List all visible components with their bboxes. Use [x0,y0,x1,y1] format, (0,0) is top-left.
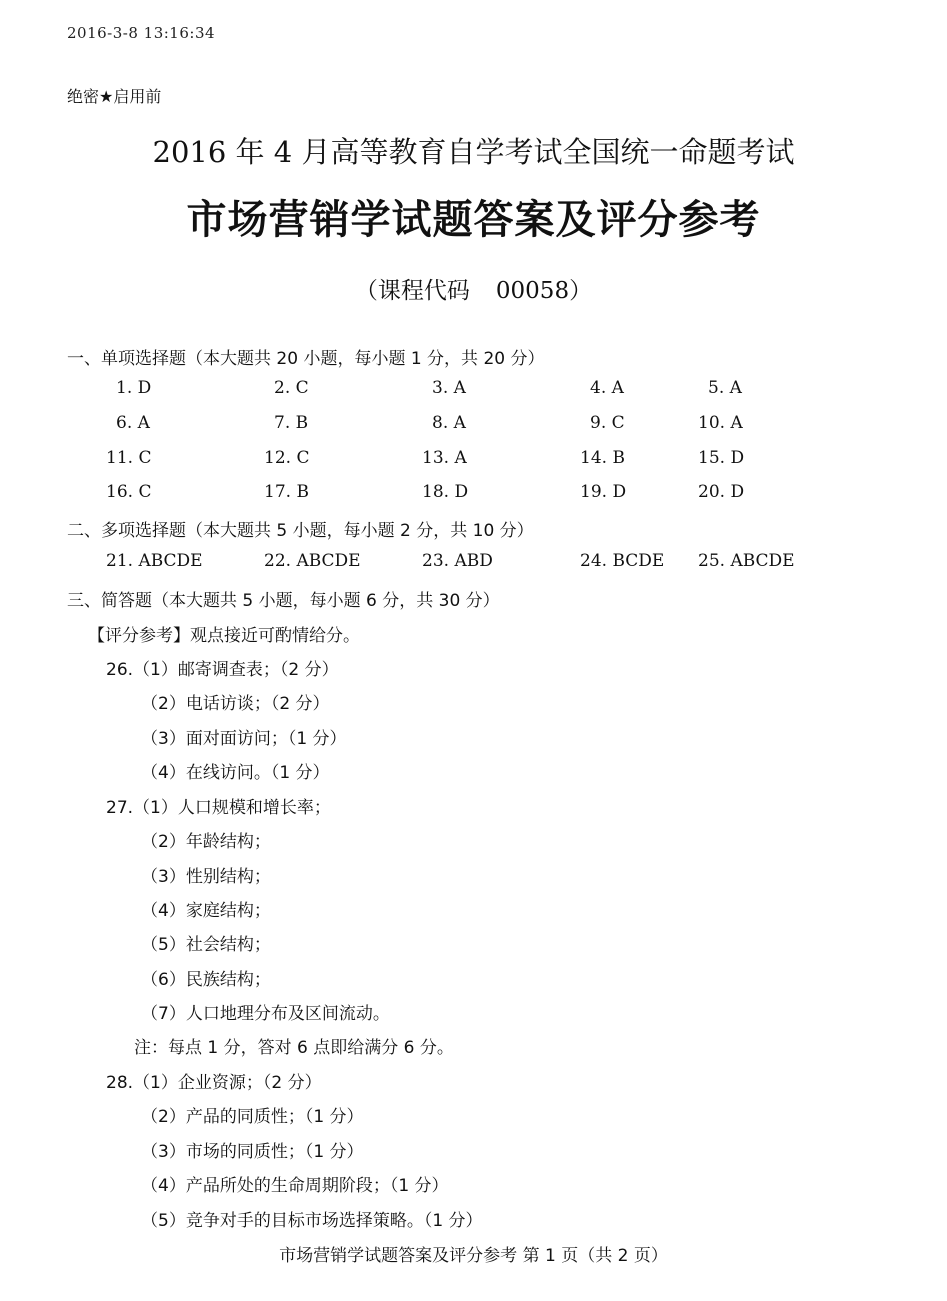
answer-item: 19. D [580,482,627,502]
section1-heading: 一、单项选择题（本大题共 20 小题，每小题 1 分，共 20 分） [67,349,545,369]
document-title: 市场营销学试题答案及评分参考 [186,197,761,243]
q28-item: （2）产品的同质性；（1 分） [141,1107,364,1127]
q28-item: （4）产品所处的生命周期阶段；（1 分） [141,1176,449,1196]
section2-heading: 二、多项选择题（本大题共 5 小题，每小题 2 分，共 10 分） [67,521,534,541]
q26-item: （2）电话访谈；（2 分） [141,694,330,714]
q26-item: （4）在线访问。（1 分） [141,763,330,783]
answer-item: 15. D [698,448,745,468]
answer-item: 18. D [422,482,469,502]
answer-item: 25. ABCDE [698,551,795,571]
print-timestamp: 2016-3-8 13:16:34 [67,24,216,42]
answer-item: 12. C [264,448,310,468]
page-footer: 市场营销学试题答案及评分参考 第 1 页（共 2 页） [279,1246,668,1266]
answer-item: 1. D [116,378,152,398]
answer-item: 10. A [698,413,743,433]
q27-item: （2）年龄结构； [141,832,271,852]
q26-item: （3）面对面访问；（1 分） [141,729,347,749]
confidential-mark: 绝密★启用前 [67,87,162,106]
exam-title: 2016 年 4 月高等教育自学考试全国统一命题考试 [152,135,795,169]
answer-item: 7. B [274,413,309,433]
scoring-note: 【评分参考】观点接近可酌情给分。 [88,626,360,646]
answer-item: 14. B [580,448,625,468]
q27-item: （3）性别结构； [141,867,271,887]
section3-heading: 三、简答题（本大题共 5 小题，每小题 6 分，共 30 分） [67,591,500,611]
q27-item: （7）人口地理分布及区间流动。 [141,1004,390,1024]
answer-item: 23. ABD [422,551,493,571]
answer-item: 22. ABCDE [264,551,361,571]
answer-item: 5. A [708,378,742,398]
answer-item: 8. A [432,413,466,433]
answer-item: 17. B [264,482,309,502]
course-code: 00058） [495,278,593,304]
q28-item: （5）竞争对手的目标市场选择策略。（1 分） [141,1211,483,1231]
q27-item: （6）民族结构； [141,970,271,990]
answer-item: 21. ABCDE [106,551,203,571]
course-code-line [0,272,947,305]
course-label: （课程代码 [354,278,470,304]
answer-item: 20. D [698,482,745,502]
q28-item: （3）市场的同质性；（1 分） [141,1142,364,1162]
answer-item: 24. BCDE [580,551,665,571]
q27-item: （4）家庭结构； [141,901,271,921]
q26-lead: 26.（1）邮寄调查表；（2 分） [106,660,339,680]
answer-item: 11. C [106,448,152,468]
q27-item: （5）社会结构； [141,935,271,955]
answer-item: 6. A [116,413,150,433]
q27-lead: 27.（1）人口规模和增长率； [106,798,331,818]
answer-item: 2. C [274,378,309,398]
answer-item: 16. C [106,482,152,502]
q27-note: 注：每点 1 分，答对 6 点即给满分 6 分。 [134,1038,454,1058]
answer-item: 13. A [422,448,467,468]
answer-item: 3. A [432,378,466,398]
answer-item: 4. A [590,378,624,398]
q28-lead: 28.（1）企业资源；（2 分） [106,1073,322,1093]
answer-item: 9. C [590,413,625,433]
